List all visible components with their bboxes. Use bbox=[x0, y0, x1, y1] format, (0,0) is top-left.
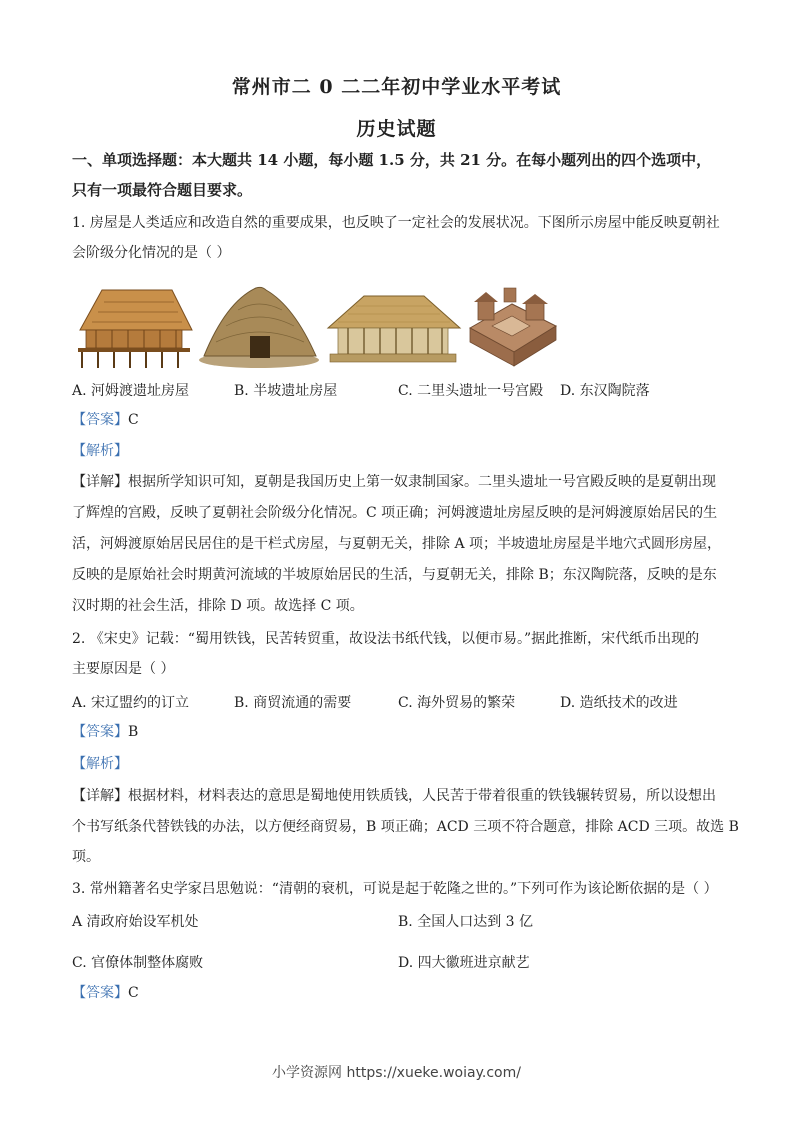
q1-detail-line3: 活，河姆渡原始居民居住的是干栏式房屋，与夏朝无关，排除 A 项；半坡遗址房屋是半地穴式圆形房屋， bbox=[72, 536, 722, 552]
answer-value: C bbox=[128, 412, 139, 428]
q1-stem-line2: 会阶级分化情况的是（ ） bbox=[72, 245, 231, 261]
section-heading-line1: 一、单项选择题：本大题共 14 小题，每小题 1.5 分，共 21 分。在每小题列出的四个选项中， bbox=[72, 151, 712, 169]
q2-option-b: B. 商贸流通的需要 bbox=[234, 695, 352, 711]
answer-label: 【答案】 bbox=[72, 985, 128, 1001]
detail-text: 根据所学知识可知，夏朝是我国历史上第一奴隶制国家。二里头遗址一号宫殿反映的是夏朝出现 bbox=[128, 474, 716, 490]
q2-detail-line3: 项。 bbox=[72, 849, 100, 865]
q1-answer bbox=[72, 410, 722, 430]
q2-answer bbox=[72, 722, 722, 742]
q2-detail-line1 bbox=[72, 786, 722, 806]
q3-answer bbox=[72, 983, 722, 1003]
q3-option-a: A 清政府始设军机处 bbox=[72, 914, 199, 930]
detail-label: 【详解】 bbox=[72, 788, 128, 804]
q2-option-d: D. 造纸技术的改进 bbox=[560, 695, 678, 711]
q2-stem-line2: 主要原因是（ ） bbox=[72, 661, 175, 677]
q2-option-a: A. 宋辽盟约的订立 bbox=[72, 695, 190, 711]
hemudu-house-image bbox=[72, 282, 194, 370]
q3-option-d: D. 四大徽班进京献艺 bbox=[398, 955, 530, 971]
q2-detail-line2: 个书写纸条代替铁钱的办法，以方便经商贸易，B 项正确；ACD 三项不符合题意，排除 ACD 三项。故选 B bbox=[72, 819, 739, 835]
han-pottery-courtyard-image bbox=[464, 282, 560, 370]
answer-label: 【答案】 bbox=[72, 412, 128, 428]
q2-analysis-label: 【解析】 bbox=[72, 756, 128, 772]
answer-value: B bbox=[128, 724, 139, 740]
q2-stem-line1: 2. 《宋史》记载：“蜀用铁钱，民苦转贸重，故设法书纸代钱，以便市易。”据此推断，宋代纸币出现的 bbox=[72, 631, 700, 647]
q3-option-b: B. 全国人口达到 3 亿 bbox=[398, 914, 533, 930]
banpo-house-image bbox=[196, 282, 322, 370]
q1-option-d: D. 东汉陶院落 bbox=[560, 383, 650, 399]
q1-option-b: B. 半坡遗址房屋 bbox=[234, 383, 338, 399]
exam-subtitle: 历史试题 bbox=[356, 118, 437, 140]
erlitou-palace-image bbox=[324, 282, 462, 370]
q2-option-c: C. 海外贸易的繁荣 bbox=[398, 695, 516, 711]
q3-stem: 3. 常州籍著名史学家吕思勉说：“清朝的衰机，可说是起于乾隆之世的。”下列可作为该论断依据的是（ ） bbox=[72, 881, 718, 897]
q1-stem-line1: 1. 房屋是人类适应和改造自然的重要成果，也反映了一定社会的发展状况。下图所示房屋中能反映夏朝社 bbox=[72, 215, 720, 231]
q1-option-a: A. 河姆渡遗址房屋 bbox=[72, 383, 190, 399]
q1-house-images bbox=[72, 282, 572, 372]
q1-detail-line1 bbox=[72, 472, 722, 492]
q1-detail-line4: 反映的是原始社会时期黄河流域的半坡原始居民的生活，与夏朝无关，排除 B；东汉陶院落，反映的是东 bbox=[72, 567, 717, 583]
detail-label: 【详解】 bbox=[72, 474, 128, 490]
answer-label: 【答案】 bbox=[72, 724, 128, 740]
detail-text: 根据材料，材料表达的意思是蜀地使用铁质钱，人民苦于带着很重的铁钱辗转贸易，所以设想出 bbox=[128, 788, 716, 804]
exam-title: 常州市二 0 二二年初中学业水平考试 bbox=[231, 76, 562, 98]
q1-detail-line5: 汉时期的社会生活，排除 D 项。故选择 C 项。 bbox=[72, 598, 364, 614]
q1-analysis-label: 【解析】 bbox=[72, 443, 128, 459]
footer-watermark: 小学资源网 https://xueke.woiay.com/ bbox=[272, 1065, 521, 1081]
q1-detail-line2: 了辉煌的宫殿，反映了夏朝社会阶级分化情况。C 项正确；河姆渡遗址房屋反映的是河姆渡原始居民的生 bbox=[72, 505, 718, 521]
q3-option-c: C. 官僚体制整体腐败 bbox=[72, 955, 204, 971]
section-heading-line2: 只有一项最符合题目要求。 bbox=[72, 181, 253, 199]
q1-option-c: C. 二里头遗址一号宫殿 bbox=[398, 383, 544, 399]
answer-value: C bbox=[128, 985, 139, 1001]
